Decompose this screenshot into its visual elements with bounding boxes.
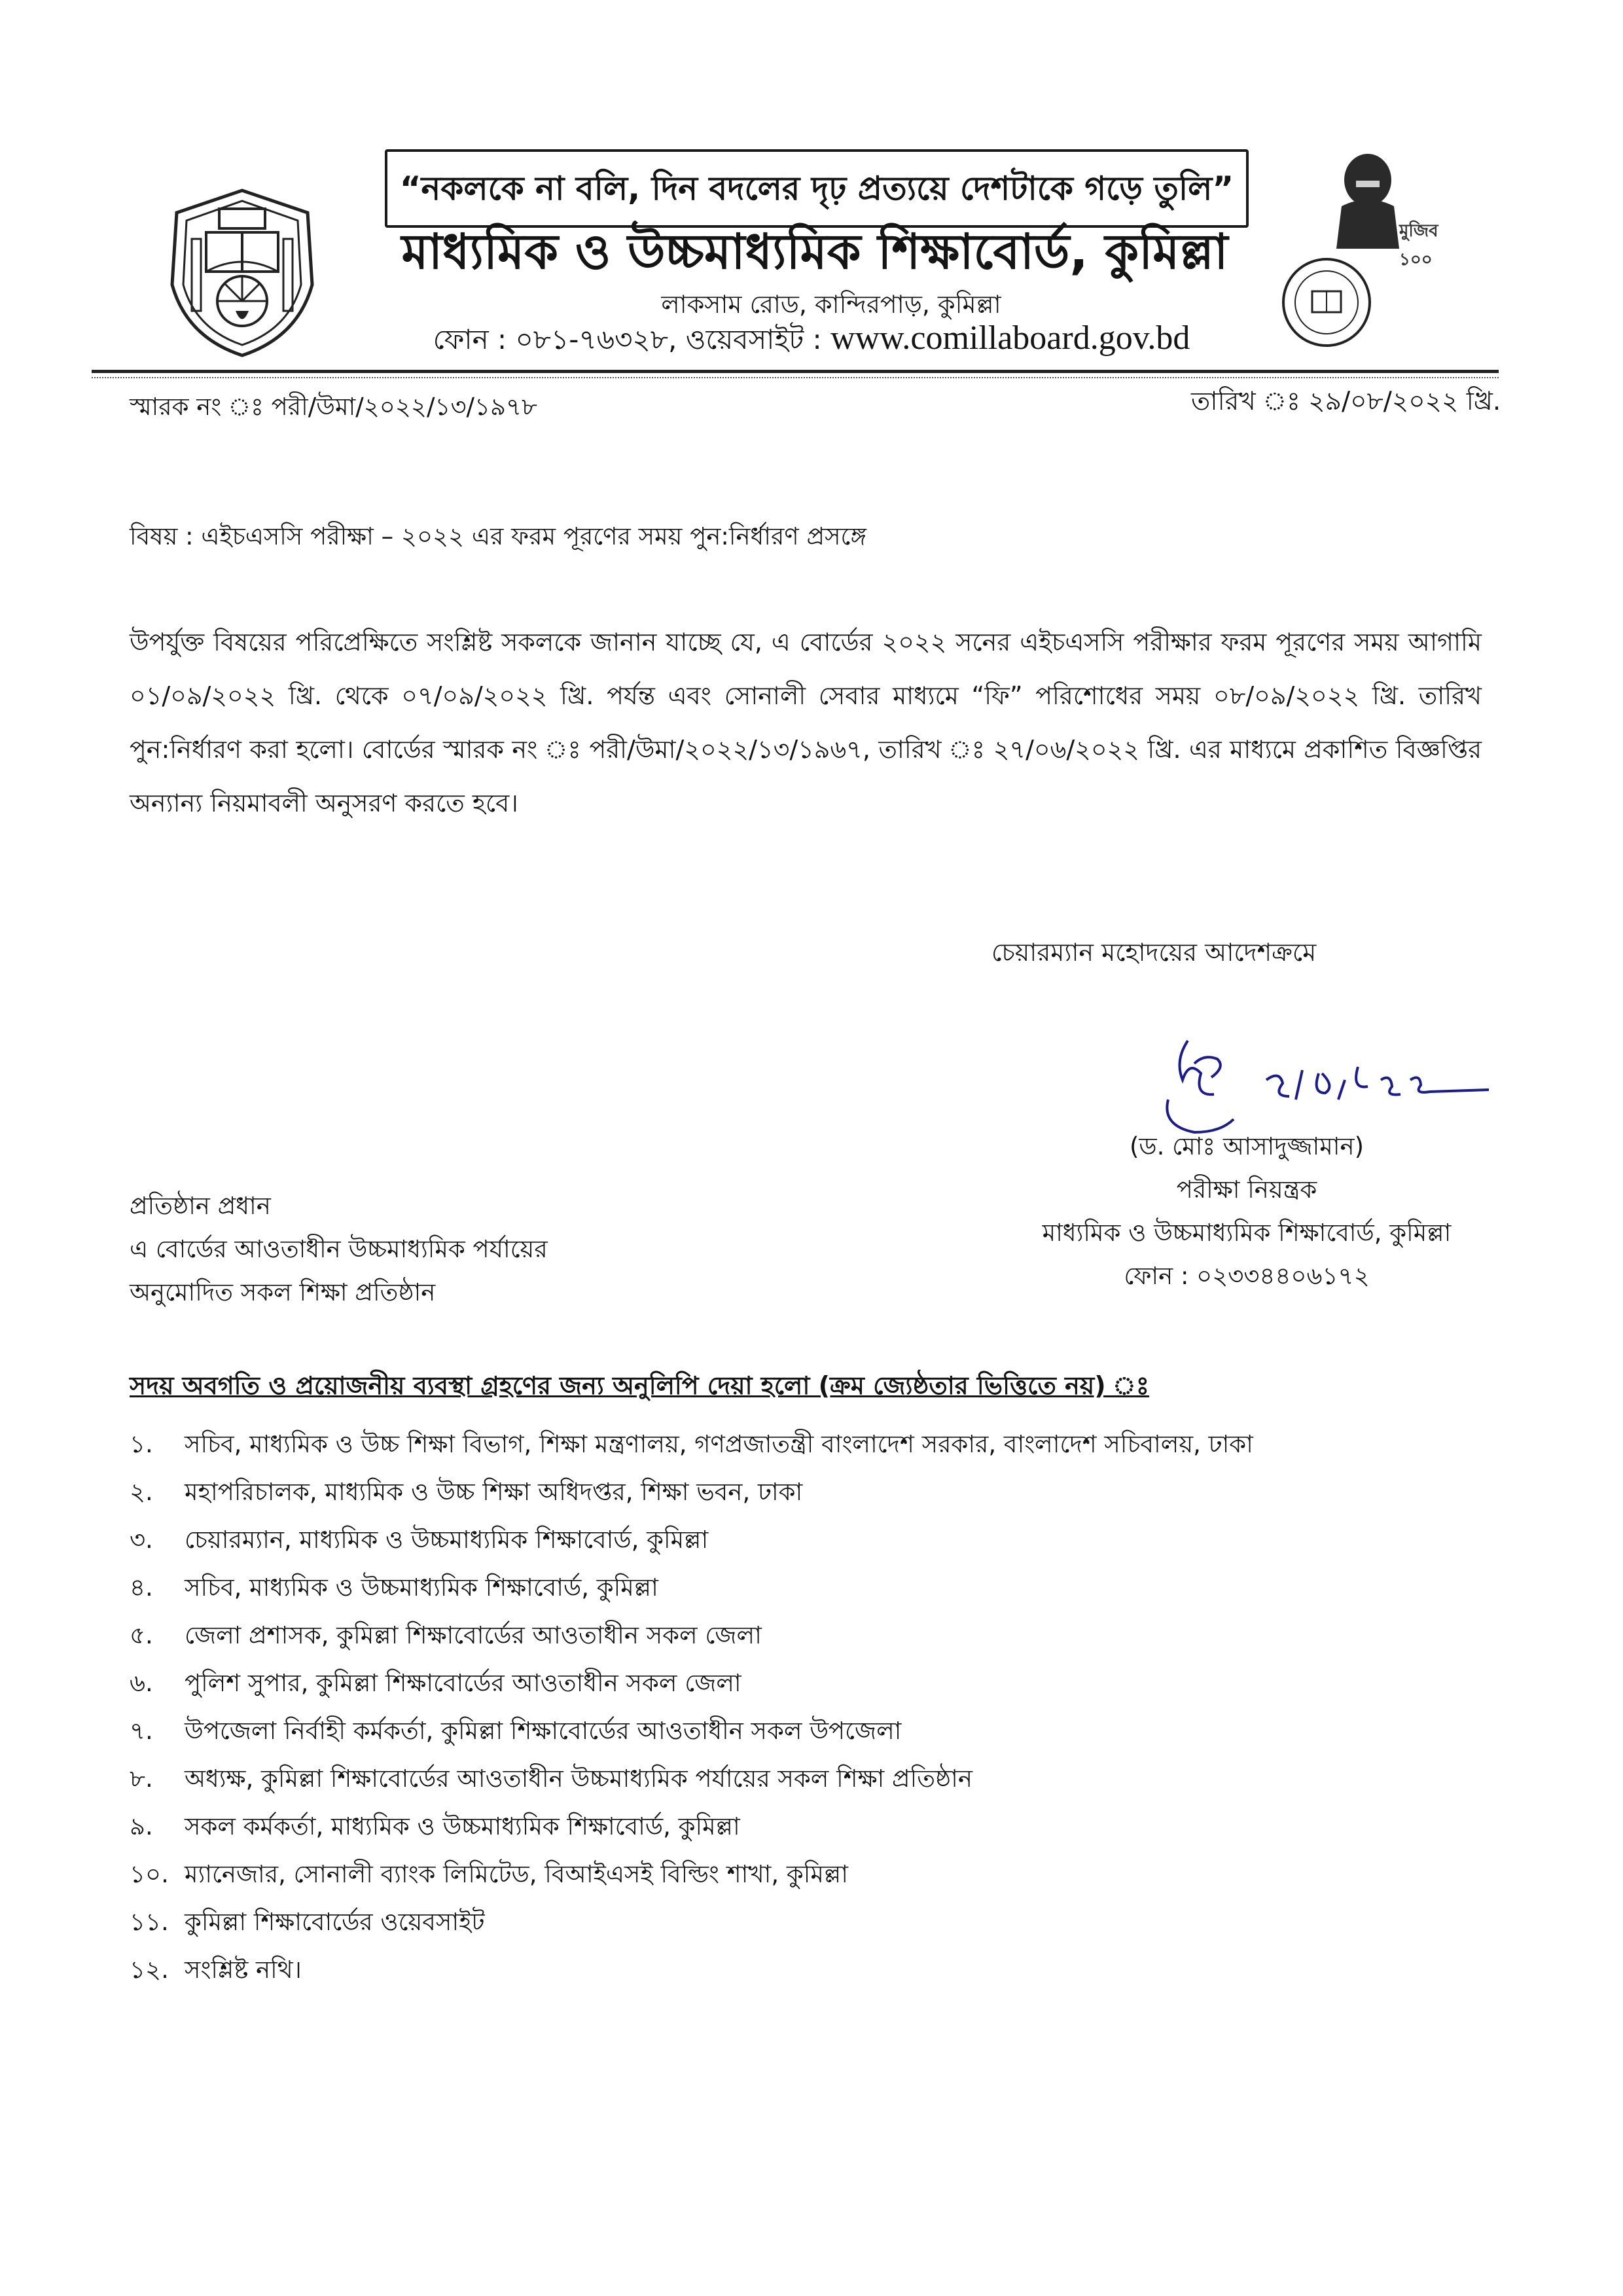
list-item-number: ২. (130, 1478, 153, 1506)
header-rule-dotted (92, 377, 1499, 378)
list-item-number: ১১. (130, 1908, 169, 1936)
list-item-number: ৭. (130, 1717, 153, 1745)
list-item (130, 1850, 1504, 1898)
signatory-title: পরীক্ষা নিয়ন্ত্রক (1176, 1175, 1317, 1204)
list-item (130, 1803, 1504, 1850)
list-item-number: ৪. (130, 1573, 153, 1602)
list-item (130, 1659, 1504, 1707)
list-item (130, 1420, 1504, 1468)
signatory-phone: ফোন : ০২৩৩৪৪০৬১৭২ (1124, 1262, 1370, 1290)
memo-body: উপর্যুক্ত বিষয়ের পরিপ্রেক্ষিতে সংশ্লিষ্ট সকলকে জানান যাচ্ছে যে, এ বোর্ডের ২০২২ সনের এইচএসসি পরীক্ষার ফরম পূরণের সময় আগামি ০১/০৯/২০২২ খ্রি. থেকে ০৭/০৯/২০২২ খ্রি. পর্যন্ত এবং সোনালী সেবার মাধ্যমে “ফি” পরিশোধের সময় ০৮/০৯/২০২২ খ্রি. তারিখ পুন:নির্ধারণ করা হলো। বোর্ডের স্মারক নং ঃ পরী/উমা/২০২২/১৩/১৯৬৭, তারিখ ঃ ২৭/০৬/২০২২ খ্রি. এর মাধ্যমে প্রকাশিত বিজ্ঞপ্তির অন্যান্য নিয়মাবলী অনুসরণ করতে হবে। (130, 628, 1482, 817)
board-contact (366, 315, 1257, 363)
list-item-text: ম্যানেজার, সোনালী ব্যাংক লিমিটেড, বিআইএসই বিল্ডিং শাখা, কুমিল্লা (185, 1860, 848, 1888)
slogan-text: “নকলকে না বলি, দিন বদলের দৃঢ় প্রত্যয়ে দেশটাকে গড়ে তুলি” (399, 170, 1234, 207)
list-item-text: সকল কর্মকর্তা, মাধ্যমিক ও উচ্চমাধ্যমিক শিক্ষাবোর্ড, কুমিল্লা (185, 1812, 740, 1840)
list-item-text: পুলিশ সুপার, কুমিল্লা শিক্ষাবোর্ডের আওতাধীন সকল জেলা (185, 1669, 741, 1697)
memo-reference: স্মারক নং ঃ পরী/উমা/২০২২/১৩/১৯৭৮ (130, 393, 538, 421)
list-item (130, 1468, 1504, 1516)
signatory-board: মাধ্যমিক ও উচ্চমাধ্যমিক শিক্ষাবোর্ড, কুমিল্লা (1042, 1219, 1452, 1247)
list-item (130, 1611, 1504, 1659)
list-item-number: ৯. (130, 1812, 153, 1840)
list-item (130, 1516, 1504, 1564)
list-item-number: ১. (130, 1430, 153, 1458)
list-item-text: সচিব, মাধ্যমিক ও উচ্চ শিক্ষা বিভাগ, শিক্ষা মন্ত্রণালয়, গণপ্রজাতন্ত্রী বাংলাদেশ সরকার, বাংলাদেশ সচিবালয়, ঢাকা (185, 1430, 1253, 1458)
recipient-line-3: অনুমোদিত সকল শিক্ষা প্রতিষ্ঠান (130, 1278, 436, 1306)
board-seal-icon (1279, 255, 1374, 350)
list-item-text: সচিব, মাধ্যমিক ও উচ্চমাধ্যমিক শিক্ষাবোর্ড, কুমিল্লা (185, 1573, 658, 1602)
recipient-block (130, 1185, 548, 1314)
cc-heading: সদয় অবগতি ও প্রয়োজনীয় ব্যবস্থা গ্রহণের জন্য অনুলিপি দেয়া হলো (ক্রম জ্যেষ্ঠতার ভিত্তিতে নয়) ঃ (130, 1371, 1149, 1400)
cc-list (130, 1420, 1504, 1994)
list-item-number: ৮. (130, 1765, 153, 1793)
recipient-line-2: এ বোর্ডের আওতাধীন উচ্চমাধ্যমিক পর্যায়ের (130, 1235, 548, 1263)
list-item-text: কুমিল্লা শিক্ষাবোর্ডের ওয়েবসাইট (185, 1908, 485, 1936)
mujib-100-logo (1322, 144, 1453, 270)
signatory-name: (ড. মোঃ আসাদুজ্জামান) (1129, 1132, 1364, 1160)
list-item-number: ১২. (130, 1956, 169, 1984)
list-item (130, 1707, 1504, 1755)
list-item-number: ৩. (130, 1526, 153, 1554)
list-item (130, 1946, 1504, 1994)
memo-date: তারিখ ঃ ২৯/০৮/২০২২ খ্রি. (1191, 387, 1501, 416)
list-item-text: উপজেলা নির্বাহী কর্মকর্তা, কুমিল্লা শিক্ষাবোর্ডের আওতাধীন সকল উপজেলা (185, 1717, 902, 1745)
website-link[interactable]: www.comillaboard.gov.bd (830, 319, 1190, 357)
list-item-text: চেয়ারম্যান, মাধ্যমিক ও উচ্চমাধ্যমিক শিক্ষাবোর্ড, কুমিল্লা (185, 1526, 709, 1554)
order-line: চেয়ারম্যান মহোদয়ের আদেশক্রমে (991, 938, 1317, 967)
list-item-text: সংশ্লিষ্ট নথি। (185, 1956, 302, 1984)
list-item-text: অধ্যক্ষ, কুমিল্লা শিক্ষাবোর্ডের আওতাধীন উচ্চমাধ্যমিক পর্যায়ের সকল শিক্ষা প্রতিষ্ঠান (185, 1765, 972, 1793)
list-item-number: ৫. (130, 1621, 153, 1649)
list-item-number: ১০. (130, 1860, 169, 1888)
list-item (130, 1564, 1504, 1611)
list-item-text: জেলা প্রশাসক, কুমিল্লা শিক্ষাবোর্ডের আওতাধীন সকল জেলা (185, 1621, 762, 1649)
board-logo (167, 187, 317, 360)
list-item (130, 1755, 1504, 1803)
board-name: মাধ্যমিক ও উচ্চমাধ্যমিক শিক্ষাবোর্ড, কুমিল্লা (401, 224, 1228, 280)
recipient-line-1: প্রতিষ্ঠান প্রধান (130, 1192, 271, 1220)
list-item-number: ৬. (130, 1669, 153, 1697)
mujib-logo-text: মুজিব ১০০ (1399, 221, 1438, 270)
list-item-text: মহাপরিচালক, মাধ্যমিক ও উচ্চ শিক্ষা অধিদপ্তর, শিক্ষা ভবন, ঢাকা (185, 1478, 803, 1506)
header-rule (92, 370, 1499, 373)
contact-phone: ফোন : ০৮১-৭৬৩২৮, ওয়েবসাইট : (433, 323, 831, 355)
list-item (130, 1898, 1504, 1946)
board-address: লাকসাম রোড, কান্দিরপাড়, কুমিল্লা (661, 290, 1001, 319)
memo-subject: বিষয় : এইচএসসি পরীক্ষা – ২০২২ এর ফরম পূরণের সময় পুন:নির্ধারণ প্রসঙ্গে (130, 522, 866, 550)
